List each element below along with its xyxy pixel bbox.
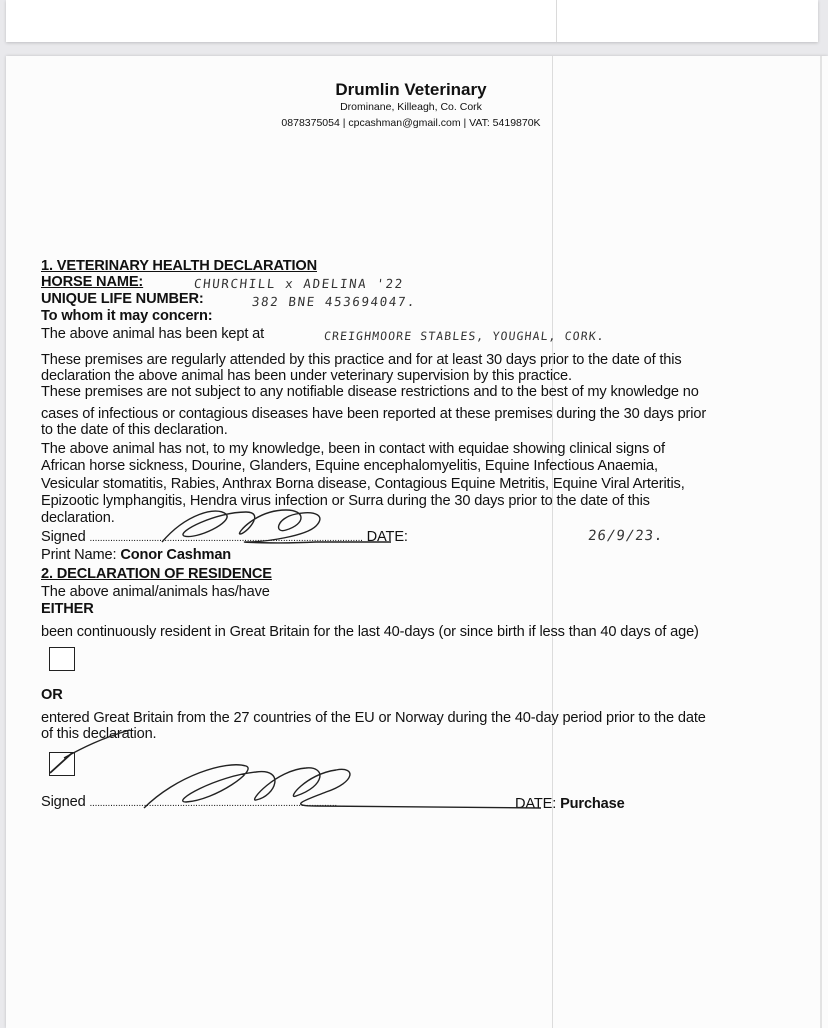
to-whom-line: To whom it may concern: xyxy=(41,308,213,324)
practice-name: Drumlin Veterinary xyxy=(335,80,487,99)
option2-text: of this declaration. xyxy=(41,726,157,742)
body-line: Vesicular stomatitis, Rabies, Anthrax Borna disease, Contagious Equine Metritis, Equine Viral Arteritis, xyxy=(41,476,685,492)
date-label: DATE: xyxy=(362,529,408,545)
date-value: 26/9/23. xyxy=(587,528,665,544)
practice-contact: 0878375054 | cpcashman@gmail.com | VAT: 5419870K xyxy=(281,117,541,129)
body-line: African horse sickness, Dourine, Glanders, Equine encephalomyelitis, Equine Infectious Anaemia, xyxy=(41,458,658,474)
residence-intro: The above animal/animals has/have xyxy=(41,584,270,600)
body-line: These premises are regularly attended by this practice and for at least 30 days prior to the date of this xyxy=(41,352,682,368)
signed-dots: .......................................................................................................... xyxy=(89,533,363,544)
option1-checkbox[interactable] xyxy=(49,647,75,671)
print-name-line xyxy=(41,547,231,564)
option1-text: been continuously resident in Great Britain for the last 40-days (or since birth if less than 40 days of age) xyxy=(41,624,699,640)
date-value: Purchase xyxy=(560,796,625,812)
either-label: EITHER xyxy=(41,601,94,617)
body-line: Epizootic lymphangitis, Hendra virus infection or Surra during the 30 days prior to the date of this xyxy=(41,493,650,509)
ueln-value: 382 BNE 453694047. xyxy=(251,294,418,309)
print-name-value: Conor Cashman xyxy=(120,547,232,563)
body-line: The above animal has not, to my knowledge, been in contact with equidae showing clinical signs of xyxy=(41,441,665,457)
signature-1 xyxy=(156,504,396,550)
print-name-label: Print Name: xyxy=(41,547,121,563)
ueln-label: UNIQUE LIFE NUMBER: xyxy=(41,291,204,307)
horse-name-label: HORSE NAME: xyxy=(41,274,144,290)
section1-heading: 1. VETERINARY HEALTH DECLARATION xyxy=(41,258,318,274)
practice-address: Drominane, Killeagh, Co. Cork xyxy=(340,101,482,113)
date-label: DATE: xyxy=(515,796,561,812)
kept-at-value: CREIGHMOORE STABLES, YOUGHAL, CORK. xyxy=(323,329,606,343)
or-label: OR xyxy=(41,687,63,703)
option2-text: entered Great Britain from the 27 countries of the EU or Norway during the 40-day period prior to the date xyxy=(41,710,706,726)
body-line: cases of infectious or contagious diseases have been reported at these premises during the 30 days prior xyxy=(41,406,707,422)
body-line: to the date of this declaration. xyxy=(41,422,228,438)
signed-label: Signed xyxy=(41,529,90,545)
horse-name-value: CHURCHILL x ADELINA '22 xyxy=(193,276,405,291)
page-edge-line xyxy=(820,56,822,1028)
section2-heading: 2. DECLARATION OF RESIDENCE xyxy=(41,566,272,582)
body-line: These premises are not subject to any notifiable disease restrictions and to the best of my knowledge no xyxy=(41,384,699,400)
declaration-page xyxy=(6,56,828,1028)
signed-label: Signed xyxy=(41,794,90,810)
signed-dots: ................................................................................................ xyxy=(89,798,337,809)
check-stroke-icon xyxy=(62,728,132,760)
body-line: declaration. xyxy=(41,510,115,526)
kept-at-label: The above animal has been kept at xyxy=(41,326,265,342)
signature-2 xyxy=(136,756,546,816)
previous-page-edge xyxy=(6,0,818,42)
body-line: declaration the above animal has been under veterinary supervision by this practice. xyxy=(41,368,572,384)
page-fold-line xyxy=(552,56,553,1028)
